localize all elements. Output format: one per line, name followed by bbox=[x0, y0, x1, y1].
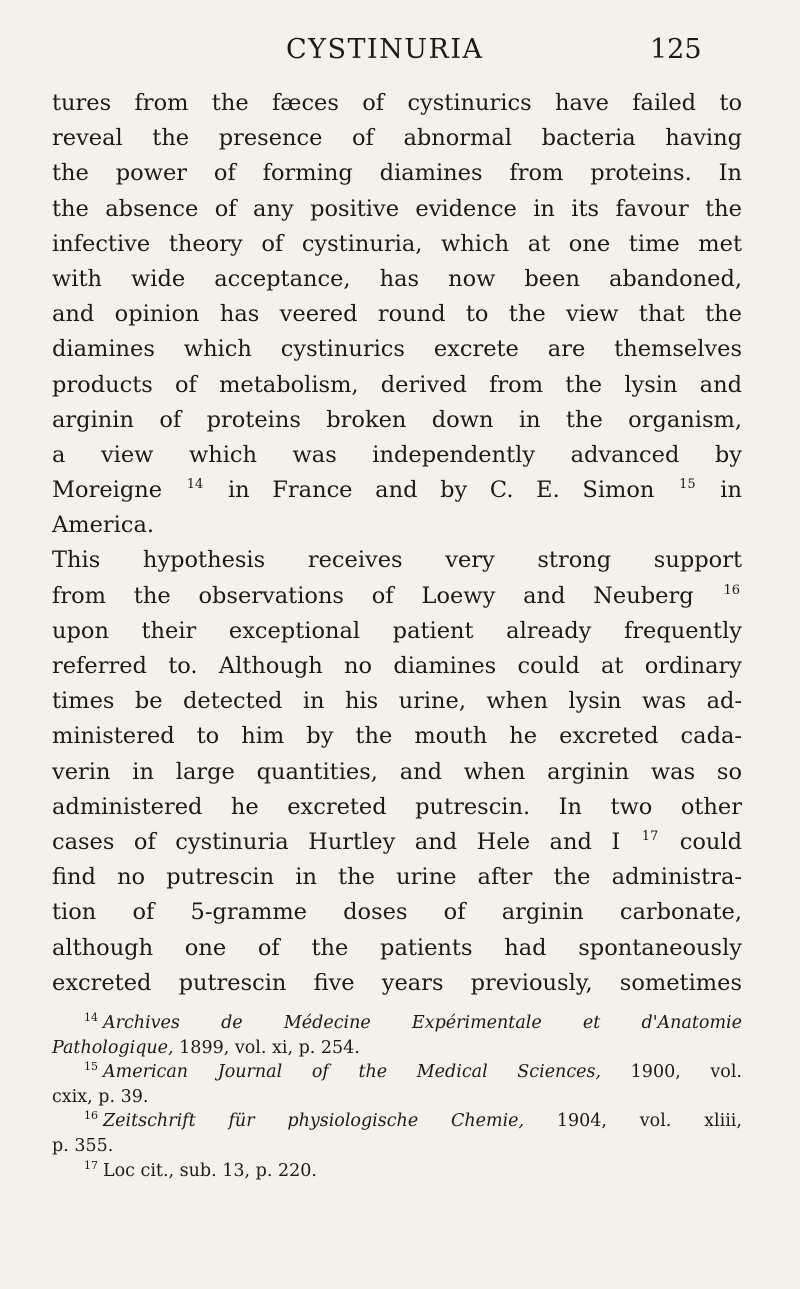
footnote-14 bbox=[52, 1011, 742, 1036]
citation-details: 1900, vol. bbox=[630, 1062, 742, 1083]
footnote-15-continued: cxix, p. 39. bbox=[52, 1086, 149, 1107]
journal-title: American Journal of the Medical Sciences, bbox=[103, 1062, 602, 1083]
running-title: CYSTINURIA bbox=[286, 34, 484, 65]
page-number: 125 bbox=[650, 34, 702, 65]
journal-title: Archives de Médecine Expérimentale et d'Anatomie bbox=[103, 1013, 742, 1033]
text-line: find no putrescin in the urine after the administra- bbox=[52, 864, 742, 891]
footnote-16-continued: p. 355. bbox=[52, 1135, 114, 1156]
running-header bbox=[0, 34, 800, 74]
citation-details: Loc cit., sub. 13, p. 220. bbox=[103, 1160, 317, 1181]
footnote-17 bbox=[52, 1159, 742, 1184]
text-segment: Moreigne bbox=[52, 477, 163, 504]
text-line: diamines which cystinurics excrete are themselves bbox=[52, 336, 742, 363]
text-segment: cases of cystinuria Hurtley and Hele and I bbox=[52, 828, 621, 855]
text-segment: in France and by C. E. Simon bbox=[227, 477, 655, 504]
text-line: a view which was independently advanced by bbox=[52, 441, 742, 468]
text-line: times be detected in his urine, when lysin was ad- bbox=[52, 688, 742, 715]
footnote-14-continued bbox=[52, 1036, 742, 1061]
text-segment: from the observations of Loewy and Neuberg bbox=[52, 582, 694, 609]
text-line: infective theory of cystinuria, which at one time met bbox=[52, 230, 742, 257]
text-segment: in bbox=[720, 477, 742, 504]
journal-title: Pathologique, bbox=[52, 1037, 174, 1058]
text-line: with wide acceptance, has now been abandoned, bbox=[52, 265, 742, 292]
text-line: reveal the presence of abnormal bacteria having bbox=[52, 125, 742, 152]
text-line: arginin of proteins broken down in the organism, bbox=[52, 406, 742, 433]
footnote-16 bbox=[52, 1109, 742, 1134]
text-line: verin in large quantities, and when arginin was so bbox=[52, 758, 742, 785]
citation-details: 1904, vol. xliii, bbox=[556, 1111, 742, 1132]
text-line: America. bbox=[52, 512, 155, 539]
footnote-reference: 15 bbox=[679, 477, 696, 493]
text-line bbox=[52, 473, 742, 508]
text-segment: could bbox=[679, 828, 742, 855]
text-line: the absence of any positive evidence in its favour the bbox=[52, 195, 742, 222]
text-line: although one of the patients had spontaneously bbox=[52, 934, 742, 961]
footnote-number: 17 bbox=[84, 1158, 98, 1172]
footnotes bbox=[52, 1011, 742, 1183]
footnote-number: 15 bbox=[84, 1060, 98, 1074]
footnote-reference: 14 bbox=[186, 477, 204, 493]
body-text bbox=[52, 86, 742, 1001]
text-line: products of metabolism, derived from the lysin and bbox=[52, 371, 742, 398]
text-line: tion of 5-gramme doses of arginin carbonate, bbox=[52, 899, 742, 926]
text-line bbox=[52, 579, 742, 614]
text-line: This hypothesis receives very strong support bbox=[52, 547, 742, 574]
text-line: referred to. Although no diamines could at ordinary bbox=[52, 653, 742, 679]
text-line: upon their exceptional patient already frequently bbox=[52, 617, 742, 644]
text-line bbox=[52, 825, 742, 860]
footnote-15 bbox=[52, 1060, 742, 1085]
footnote-number: 14 bbox=[84, 1011, 98, 1024]
text-line: tures from the fæces of cystinurics have failed to bbox=[52, 90, 742, 116]
journal-title: Zeitschrift für physiologische Chemie, bbox=[103, 1111, 525, 1132]
text-line: excreted putrescin five years previously, sometimes bbox=[52, 969, 742, 996]
footnote-number: 16 bbox=[84, 1109, 98, 1123]
text-line: administered he excreted putrescin. In two other bbox=[52, 793, 742, 820]
footnote-reference: 16 bbox=[723, 582, 740, 598]
text-line: ministered to him by the mouth he excreted cada- bbox=[52, 723, 742, 750]
citation-details: 1899, vol. xi, p. 254. bbox=[179, 1037, 360, 1058]
text-line: and opinion has veered round to the view that the bbox=[52, 301, 742, 328]
text-line: the power of forming diamines from proteins. In bbox=[52, 160, 742, 187]
footnote-reference: 17 bbox=[641, 828, 659, 844]
